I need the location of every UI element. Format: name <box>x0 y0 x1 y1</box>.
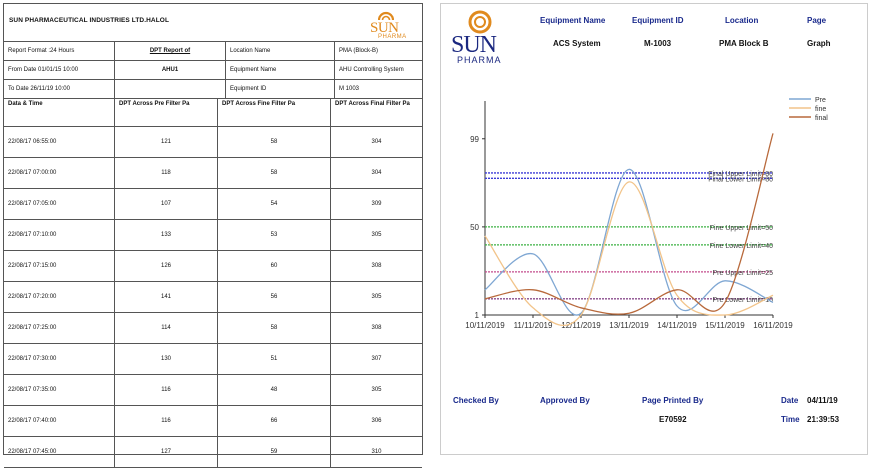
sun-logo-icon <box>378 7 394 21</box>
legend-label: Pre <box>815 97 826 104</box>
value-cell: 141 <box>115 282 218 313</box>
y-tick-label: 1 <box>474 311 479 320</box>
sun-logo-icon <box>465 10 495 34</box>
y-tick-label: 99 <box>470 134 479 144</box>
location-value: PMA Block B <box>719 39 769 48</box>
table-row <box>4 282 422 313</box>
logo-text: SUN <box>370 20 399 36</box>
page-value: Graph <box>807 39 831 48</box>
report-header <box>4 4 422 42</box>
table-row <box>4 313 422 344</box>
value-cell: 54 <box>218 189 331 220</box>
sun-pharma-logo <box>364 6 414 40</box>
value-cell: 305 <box>331 282 423 313</box>
timestamp-cell: 22/08/17 06:55:00 <box>4 127 115 158</box>
report-title: DPT Report of <box>115 42 226 61</box>
value-cell: 58 <box>218 127 331 158</box>
equipment-name-value: ACS System <box>553 39 601 48</box>
value-cell: 126 <box>115 251 218 282</box>
value-cell: 66 <box>218 406 331 437</box>
equipment-id-value: M-1003 <box>644 39 672 48</box>
value-cell: 58 <box>218 158 331 189</box>
value-cell: 58 <box>218 313 331 344</box>
series-line-final <box>485 133 773 314</box>
column-header: Data & Time <box>4 99 115 127</box>
value-cell: 308 <box>331 313 423 344</box>
value-cell: 59 <box>218 437 331 468</box>
value-cell: 309 <box>331 189 423 220</box>
value-cell: 116 <box>115 406 218 437</box>
value-cell: 133 <box>115 220 218 251</box>
meta-row <box>4 61 422 80</box>
timestamp-cell: 22/08/17 07:10:00 <box>4 220 115 251</box>
x-tick-label: 11/11/2019 <box>513 321 553 330</box>
table-row <box>4 251 422 282</box>
date-label: Date <box>781 396 799 405</box>
value-cell: 114 <box>115 313 218 344</box>
report-table-panel <box>3 3 423 455</box>
value-cell: 60 <box>218 251 331 282</box>
checked-by-label: Checked By <box>453 396 499 405</box>
value-cell: 107 <box>115 189 218 220</box>
timestamp-cell: 22/08/17 07:20:00 <box>4 282 115 313</box>
approved-by-label: Approved By <box>540 396 590 405</box>
column-header: DPT Across Pre Filter Pa <box>115 99 218 127</box>
sun-pharma-logo-large <box>451 10 511 65</box>
unit-name: AHU1 <box>115 61 226 80</box>
timestamp-cell: 22/08/17 07:05:00 <box>4 189 115 220</box>
logo-subtext: PHARMA <box>378 34 407 40</box>
meta-row <box>4 42 422 61</box>
x-tick-label: 16/11/2019 <box>753 321 793 330</box>
column-header: DPT Across Final Filter Pa <box>331 99 423 127</box>
logo-subtext: PHARMA <box>457 55 502 65</box>
value-cell: 306 <box>331 406 423 437</box>
meta-value: PMA (Block-B) <box>335 42 423 61</box>
to-date: To Date 26/11/19 10:00 <box>4 80 115 99</box>
time-value: 21:39:53 <box>807 415 840 424</box>
meta-label: Equipment Name <box>226 61 335 80</box>
timestamp-cell: 22/08/17 07:25:00 <box>4 313 115 344</box>
from-date: From Date 01/01/15 10:00 <box>4 61 115 80</box>
report-meta-table <box>4 42 422 99</box>
value-cell: 121 <box>115 127 218 158</box>
meta-value: M 1003 <box>335 80 423 99</box>
value-cell: 308 <box>331 251 423 282</box>
x-tick-label: 14/11/2019 <box>657 321 697 330</box>
printed-by-value: E70592 <box>659 415 687 424</box>
value-cell: 304 <box>331 127 423 158</box>
logo-text: SUN <box>451 32 497 58</box>
limit-label: Fine Upper Limit=50 <box>709 224 773 232</box>
timestamp-cell: 22/08/17 07:45:00 <box>4 437 115 468</box>
limit-label: Pre Lower Limit=10 <box>712 296 773 304</box>
time-label: Time <box>781 415 800 424</box>
timestamp-cell: 22/08/17 07:00:00 <box>4 158 115 189</box>
table-row <box>4 220 422 251</box>
dpt-trend-chart <box>441 89 869 349</box>
x-tick-label: 10/11/2019 <box>465 321 505 330</box>
timestamp-cell: 22/08/17 07:15:00 <box>4 251 115 282</box>
meta-label: Equipment ID <box>226 80 335 99</box>
dpt-data-table <box>4 99 422 468</box>
x-tick-label: 15/11/2019 <box>705 321 745 330</box>
x-tick-label: 12/11/2019 <box>561 321 601 330</box>
company-name: SUN PHARMACEUTICAL INDUSTRIES LTD.HALOL <box>9 17 170 24</box>
value-cell: 307 <box>331 344 423 375</box>
equipment-name-header: Equipment Name <box>540 16 606 25</box>
meta-label: Location Name <box>226 42 335 61</box>
timestamp-cell: 22/08/17 07:35:00 <box>4 375 115 406</box>
x-tick-label: 13/11/2019 <box>609 321 649 330</box>
column-header: DPT Across Fine Filter Pa <box>218 99 331 127</box>
meta-value: AHU Controlling System <box>335 61 423 80</box>
value-cell: 305 <box>331 375 423 406</box>
value-cell: 51 <box>218 344 331 375</box>
timestamp-cell: 22/08/17 07:40:00 <box>4 406 115 437</box>
date-value: 04/11/19 <box>807 396 838 405</box>
limit-label: Pre Upper Limit=25 <box>712 269 773 277</box>
table-row <box>4 375 422 406</box>
value-cell: 304 <box>331 158 423 189</box>
legend-label: fine <box>815 106 827 113</box>
value-cell: 305 <box>331 220 423 251</box>
value-cell: 310 <box>331 437 423 468</box>
report-format: Report Format :24 Hours <box>4 42 115 61</box>
legend-label: final <box>815 115 828 122</box>
value-cell: 53 <box>218 220 331 251</box>
y-tick-label: 50 <box>470 222 479 232</box>
printed-by-label: Page Printed By <box>642 396 704 405</box>
page-header: Page <box>807 16 827 25</box>
graph-page-panel <box>440 3 868 455</box>
table-row <box>4 127 422 158</box>
meta-row <box>4 80 422 99</box>
table-header-row <box>4 99 422 127</box>
table-row <box>4 189 422 220</box>
value-cell: 48 <box>218 375 331 406</box>
timestamp-cell: 22/08/17 07:30:00 <box>4 344 115 375</box>
table-row <box>4 344 422 375</box>
limit-label: Final Lower Limit=80 <box>708 176 773 184</box>
limit-label: Final Upper Limit=80 <box>708 170 773 178</box>
location-header: Location <box>725 16 759 25</box>
value-cell: 116 <box>115 375 218 406</box>
meta-blank <box>115 80 226 99</box>
value-cell: 130 <box>115 344 218 375</box>
table-body <box>4 127 422 468</box>
equipment-id-header: Equipment ID <box>632 16 684 25</box>
value-cell: 56 <box>218 282 331 313</box>
value-cell: 127 <box>115 437 218 468</box>
table-row <box>4 406 422 437</box>
table-row <box>4 158 422 189</box>
table-row <box>4 437 422 468</box>
limit-label: Fine Lower Limit=40 <box>709 242 773 250</box>
value-cell: 118 <box>115 158 218 189</box>
